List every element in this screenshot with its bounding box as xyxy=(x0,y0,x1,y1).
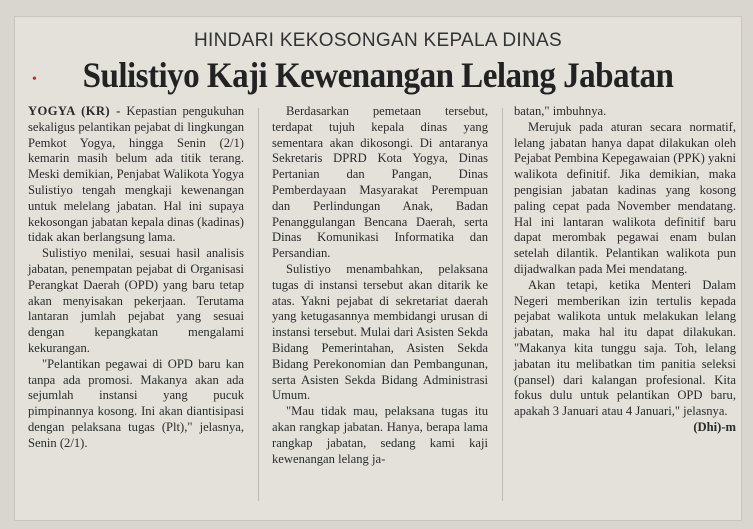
headline-bullet: • xyxy=(32,72,37,87)
paragraph xyxy=(514,277,736,434)
paragraph xyxy=(28,104,244,246)
article-column-1 xyxy=(28,104,244,452)
article-headline: Sulistiyo Kaji Kewenangan Lelang Jabatan xyxy=(82,55,674,95)
paragraph: batan," imbuhnya. xyxy=(514,104,607,118)
paragraph-text: Kepastian pengukuhan sekaligus pelantikan pejabat di lingkungan Pemkot Yogya, hingga Senin (2/1) kemarin masih belum ada titik terang. Meski demikian, Penjabat Walikota Yogya Sulistiyo tengah mengkaji kewenangan untuk melelang jabatan. Hal ini supaya kekosongan jabatan kepala dinas (kadinas) tidak akan berlangsung lama. xyxy=(28,104,244,245)
column-divider xyxy=(258,108,259,501)
paragraph: Sulistiyo menambahkan, pelaksana tugas di instansi tersebut akan ditarik ke atas. Yakni pejabat di sekretariat daerah yang ketugasannya membidangi urusan di instansi tersebut. Mulai dari Asisten Sekda Bidang Pemerintahan, Asisten Sekda Bidang Perekonomian dan Pembangunan, serta Asisten Sekda Bidang Administrasi Umum. xyxy=(272,261,488,403)
column-divider xyxy=(502,108,503,501)
article-column-3 xyxy=(514,104,736,436)
paragraph: "Mau tidak mau, pelaksana tugas itu akan rangkap jabatan. Hanya, berapa lama rangkap jabatan, sedang kami kaji kewenangan lelang ja- xyxy=(272,404,488,466)
paragraph: Berdasarkan pemetaan tersebut, terdapat tujuh kepala dinas yang sementara akan dikosongi. Di antaranya Sekretaris DPRD Kota Yogya, Dinas Pertanian dan Pangan, Dinas Pemberdayaan Masyarakat Perempuan dan Perlindungan Anak, Badan Penanggulangan Bencana Daerah, serta Dinas Komunikasi Informatika dan Persandian. xyxy=(272,104,488,261)
paragraph-text: Akan tetapi, ketika Menteri Dalam Negeri memberikan izin tertulis kepada pejabat walikota untuk melakukan lelang jabatan, maka hal itu dapat dilakukan. "Makanya kita tunggu saja. Toh, lelang jabatan itu melibatkan tim panitia seleksi (pansel) dari kalangan profesional. Kita fokus dulu untuk pelantikan OPD baru, apakah 3 Januari atau 4 Januari," jelasnya. xyxy=(514,277,736,419)
author-byline: (Dhi)-m xyxy=(693,419,736,434)
newspaper-clipping xyxy=(14,16,742,521)
paragraph: Sulistiyo menilai, sesuai hasil analisis jabatan, penempatan pejabat di Organisasi Perangkat Daerah (OPD) yang baru tetap akan menyisakan pekerjaan. Terutama lantaran jumlah pejabat yang sesuai dengan kepangkatan mengalami kekurangan. xyxy=(28,246,244,355)
article-column-2 xyxy=(272,104,488,467)
dateline: YOGYA (KR) - xyxy=(28,104,121,118)
paragraph: "Pelantikan pegawai di OPD baru kan tanpa ada promosi. Makanya akan ada sejumlah instansi yang pucuk pimpinannya kosong. Ini akan diantisipasi dengan pelaksana tugas (Plt)," jelasnya, Senin (2/1). xyxy=(28,356,244,450)
article-kicker: HINDARI KEKOSONGAN KEPALA DINAS xyxy=(194,30,562,51)
paragraph: Merujuk pada aturan secara normatif, lelang jabatan hanya dapat dilakukan oleh Pejabat Pembina Kepegawaian (PPK) yakni walikota definitif. Jika demikian, maka pengisian jabatan kadinas yang kosong paling cepat pada November mendatang. Hal ini lantaran walikota definitif baru dapat merombak pegawai enam bulan setelah dilantik. Pelantikan walikota pun dijadwalkan pada Mei mendatang. xyxy=(514,119,736,276)
